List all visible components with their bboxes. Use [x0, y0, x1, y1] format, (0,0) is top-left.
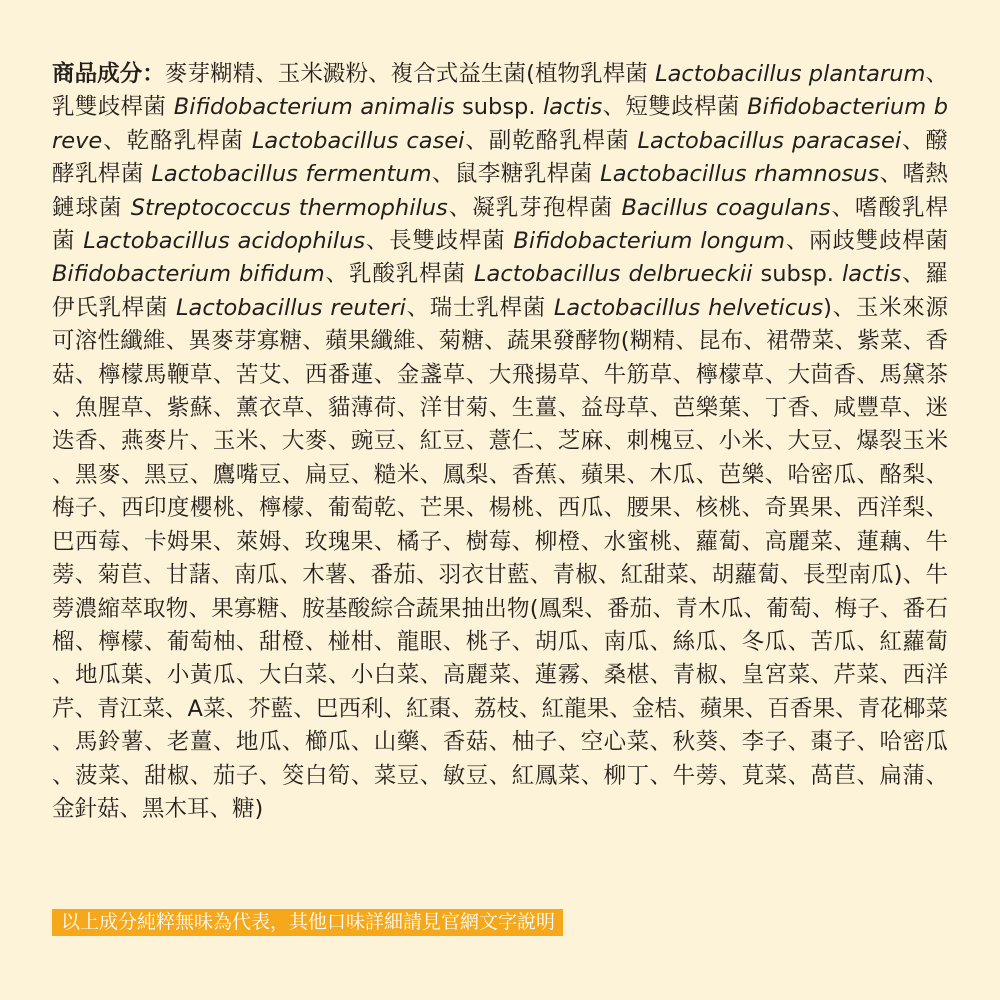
scientific-name: Bifidobacterium breve — [52, 94, 949, 154]
ingredients-panel — [52, 58, 948, 958]
ingredient-text: 、短雙歧桿菌 — [602, 94, 748, 121]
scientific-name: Lactobacillus plantarum — [655, 61, 926, 87]
ingredients-list — [52, 61, 948, 822]
scientific-name: Bifidobacterium bifidum — [52, 261, 325, 288]
scientific-name: Streptococcus thermophilus — [130, 194, 448, 221]
ingredient-text: 、瑞士乳桿菌 — [405, 294, 554, 321]
ingredient-text: 、長雙歧桿菌 — [365, 228, 514, 255]
ingredient-text: 、凝乳芽孢桿菌 — [447, 194, 622, 221]
ingredient-text: 、嗜熱鏈球菌 — [52, 161, 949, 221]
ingredient-text: 、醱酵乳桿菌 — [52, 127, 948, 188]
ingredient-text: 、兩歧雙歧桿菌 — [785, 228, 948, 255]
scientific-name: lactis — [841, 261, 902, 288]
ingredient-text: 、嗜酸乳桿菌 — [52, 194, 948, 255]
scientific-name: Lactobacillus rhamnosus — [600, 161, 880, 188]
ingredient-text: 、乾酪乳桿菌 — [102, 127, 252, 154]
scientific-name: Bacillus coagulans — [621, 194, 831, 221]
scientific-name: Lactobacillus delbrueckii — [474, 261, 753, 288]
ingredient-text: subsp. — [752, 261, 842, 288]
ingredient-text: 、副乾酪乳桿菌 — [464, 127, 638, 154]
scientific-name: Lactobacillus helveticus — [553, 294, 824, 321]
scientific-name: Lactobacillus fermentum — [151, 161, 432, 188]
scientific-name: lactis — [543, 94, 603, 121]
ingredient-text: 、乳雙歧桿菌 — [52, 61, 948, 121]
ingredients-label: 商品成分： — [52, 61, 165, 87]
ingredient-text: subsp. — [454, 94, 543, 121]
scientific-name: Lactobacillus casei — [251, 127, 465, 154]
ingredient-text: 麥芽糊精、玉米澱粉、複合式益生菌(植物乳桿菌 — [164, 61, 656, 87]
scientific-name: Bifidobacterium longum — [513, 228, 786, 255]
scientific-name: Lactobacillus reuteri — [176, 294, 406, 321]
ingredient-text: )、玉米來源可溶性纖維、異麥芽寡糖、蘋果纖維、菊糖、蔬果發酵物(糊精、昆布、裙帶菜、紫菜、香菇、檸檬馬鞭草、苦艾、西番蓮、金盞草、大飛揚草、牛筋草、檸檬草、大茴香、馬黛茶、魚腥草、紫蘇、薰衣草、貓薄荷、洋甘菊、生薑、益母草、芭樂葉、丁香、咸豐草、迷迭香、燕麥片、玉米、大麥、豌豆、紅豆、薏仁、芝麻、刺槐豆、小米、大豆、爆裂玉米、黑麥、黑豆、鷹嘴豆、扁豆、糙米、鳳梨、香蕉、蘋果、木瓜、芭樂、哈密瓜、酪梨、梅子、西印度櫻桃、檸檬、葡萄乾、芒果、楊桃、西瓜、腰果、核桃、奇異果、西洋梨、巴西莓、卡姆果、萊姆、玫瑰果、橘子、樹莓、柳橙、水蜜桃、蘿蔔、高麗菜、蓮藕、牛蒡、菊苣、甘藷、南瓜、木薯、番茄、羽衣甘藍、青椒、紅甜菜、胡蘿蔔、長型南瓜)、牛蒡濃縮萃取物、果寡糖、胺基酸綜合蔬果抽出物(鳳梨、番茄、青木瓜、葡萄、梅子、番石榴、檸檬、葡萄柚、甜橙、椪柑、龍眼、桃子、胡瓜、南瓜、絲瓜、冬瓜、苦瓜、紅蘿蔔、地瓜葉、小黃瓜、大白菜、小白菜、高麗菜、蓮霧、桑椹、青椒、皇宮菜、芹菜、西洋芹、青江菜、A菜、芥藍、巴西利、紅棗、荔枝、紅龍果、金桔、蘋果、百香果、青花椰菜、馬鈴薯、老薑、地瓜、櫛瓜、山藥、香菇、柚子、空心菜、秋葵、李子、棗子、哈密瓜、菠菜、甜椒、茄子、筊白筍、菜豆、敏豆、紅鳳菜、柳丁、牛蒡、莧菜、萵苣、扁蒲、金針菇、黑木耳、糖) — [52, 294, 948, 822]
ingredient-text: 、羅伊氏乳桿菌 — [52, 261, 948, 321]
ingredient-text: 、鼠李糖乳桿菌 — [431, 161, 601, 188]
scientific-name: Lactobacillus acidophilus — [83, 228, 366, 255]
scientific-name: Bifidobacterium animalis — [173, 94, 455, 121]
scientific-name: Lactobacillus paracasei — [637, 127, 902, 154]
ingredient-text: 、乳酸乳桿菌 — [324, 261, 474, 288]
flavor-note-banner: 以上成分純粹無味為代表，其他口味詳細請見官網文字說明 — [52, 909, 563, 936]
ingredients-paragraph — [52, 58, 948, 826]
